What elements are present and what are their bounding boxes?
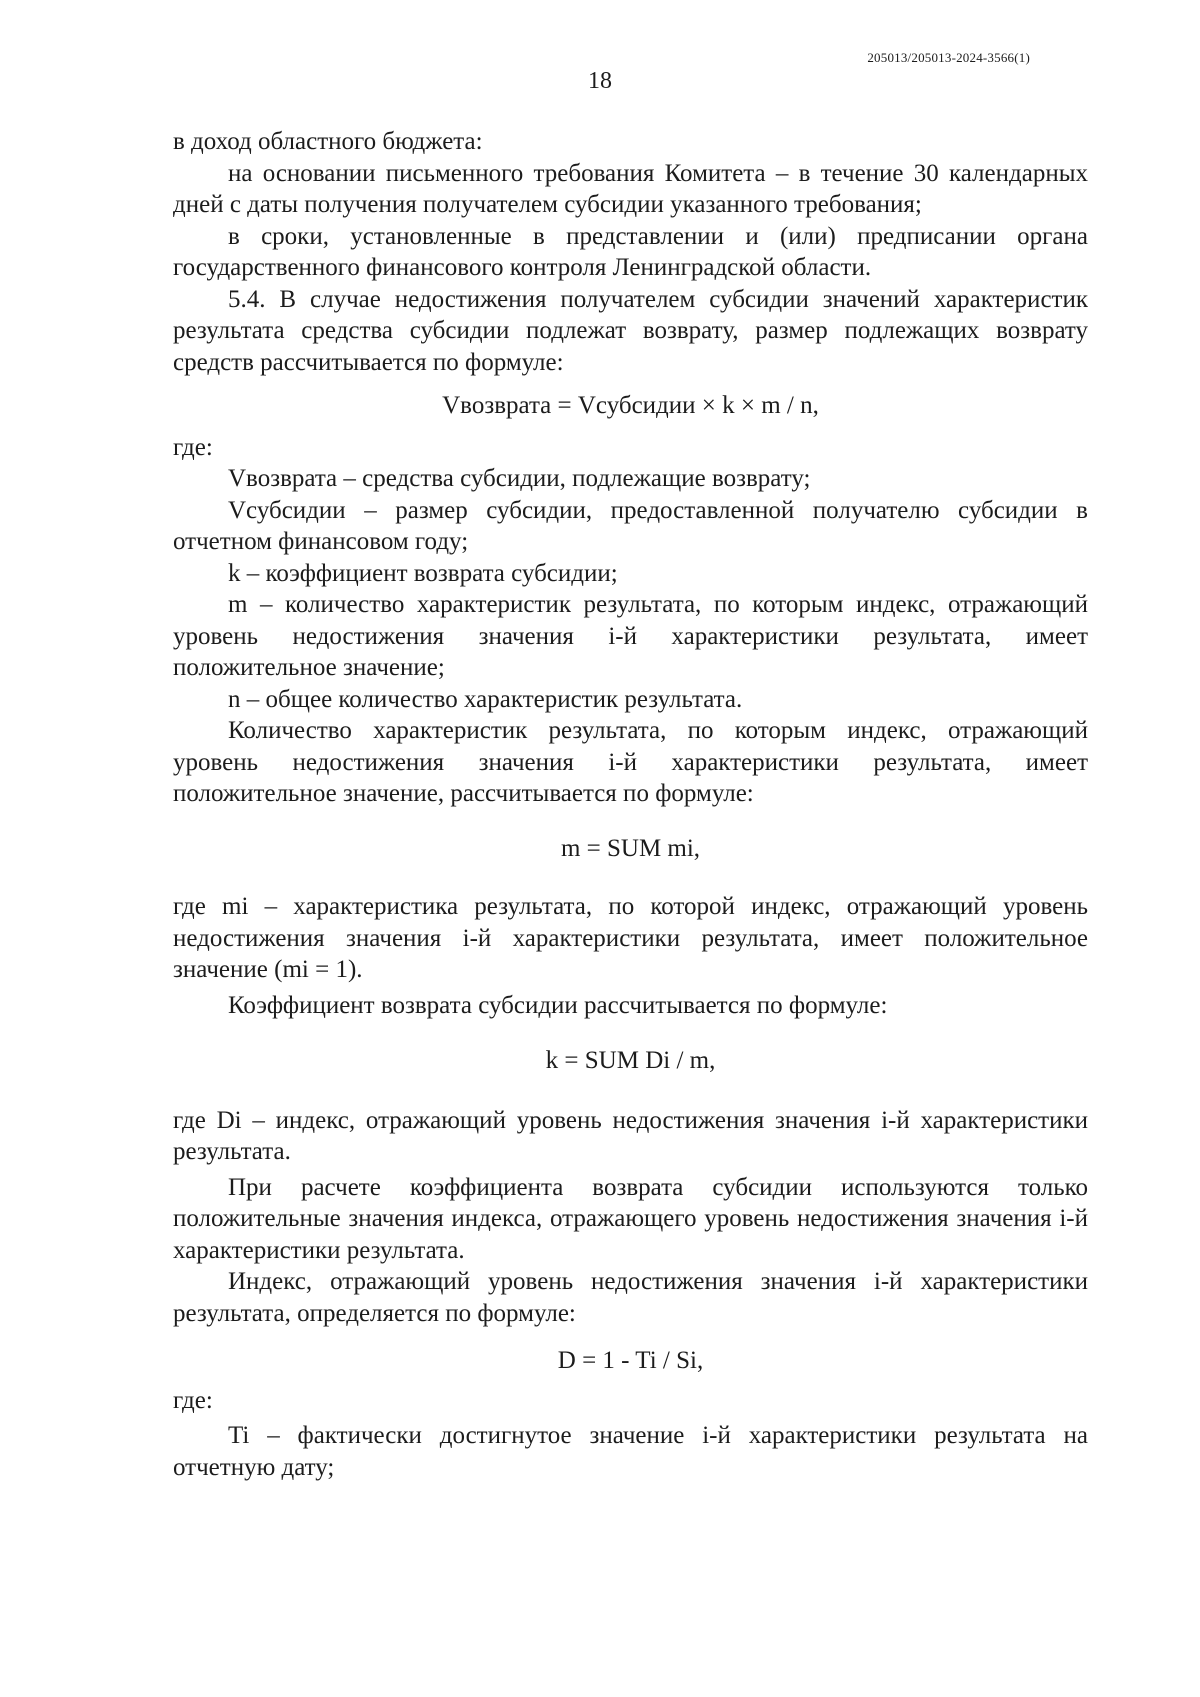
paragraph: где mi – характеристика результата, по которой индекс, отражающий уровень недостижения значения i-й характеристики результата, имеет положительное значение (mi = 1). [173, 893, 1088, 983]
definition: k – коэффициент возврата субсидии; [228, 559, 618, 587]
formula-v-return: Vвозврата = Vсубсидии × k × m / n, [442, 392, 819, 419]
page-number: 18 [588, 68, 612, 94]
paragraph: При расчете коэффициента возврата субсидии используются только положительные значения индекса, отражающего уровень недостижения значения i-й характеристики результата. [173, 1173, 1088, 1264]
paragraph: где Di – индекс, отражающий уровень недостижения значения i-й характеристики результата. [173, 1106, 1088, 1165]
paragraph: в доход областного бюджета: [173, 128, 483, 155]
definition: Vсубсидии – размер субсидии, предоставленной получателю субсидии в отчетном финансовом году; [173, 496, 1088, 555]
document-body [173, 126, 1088, 1483]
definition: Vвозврата – средства субсидии, подлежащие возврату; [228, 465, 811, 492]
paragraph: в сроки, установленные в представлении и (или) предписании органа государственного финансового контроля Ленинградской области. [173, 222, 1088, 281]
paragraph: Количество характеристик результата, по которым индекс, отражающий уровень недостижения значения i-й характеристики результата, имеет положительное значение, рассчитывается по формуле: [173, 717, 1088, 807]
definition: n – общее количество характеристик результата. [228, 685, 743, 713]
paragraph: на основании письменного требования Комитета – в течение 30 календарных дней с даты получения получателем субсидии указанного требования; [173, 159, 1088, 218]
definition: m – количество характеристик результата, по которым индекс, отражающий уровень недостижения значения i-й характеристики результата, имеет положительное значение; [173, 591, 1088, 681]
formula-m: m = SUM mi, [560, 834, 701, 862]
paragraph: где: [173, 433, 213, 461]
paragraph: Коэффициент возврата субсидии рассчитывается по формуле: [228, 991, 888, 1019]
paragraph: Индекс, отражающий уровень недостижения значения i-й характеристики результата, определяется по формуле: [173, 1268, 1088, 1327]
formula-d: D = 1 - Ti / Si, [557, 1347, 704, 1374]
paragraph: 5.4. В случае недостижения получателем субсидии значений характеристик результата средства субсидии подлежат возврату, размер подлежащих возврату средств рассчитывается по формуле: [173, 285, 1088, 376]
paragraph: где: [173, 1386, 213, 1414]
document-id: 205013/205013-2024-3566(1) [867, 50, 1030, 65]
definition: Ti – фактически достигнутое значение i-й характеристики результата на отчетную дату; [173, 1422, 1088, 1481]
formula-k: k = SUM Di / m, [545, 1047, 716, 1074]
